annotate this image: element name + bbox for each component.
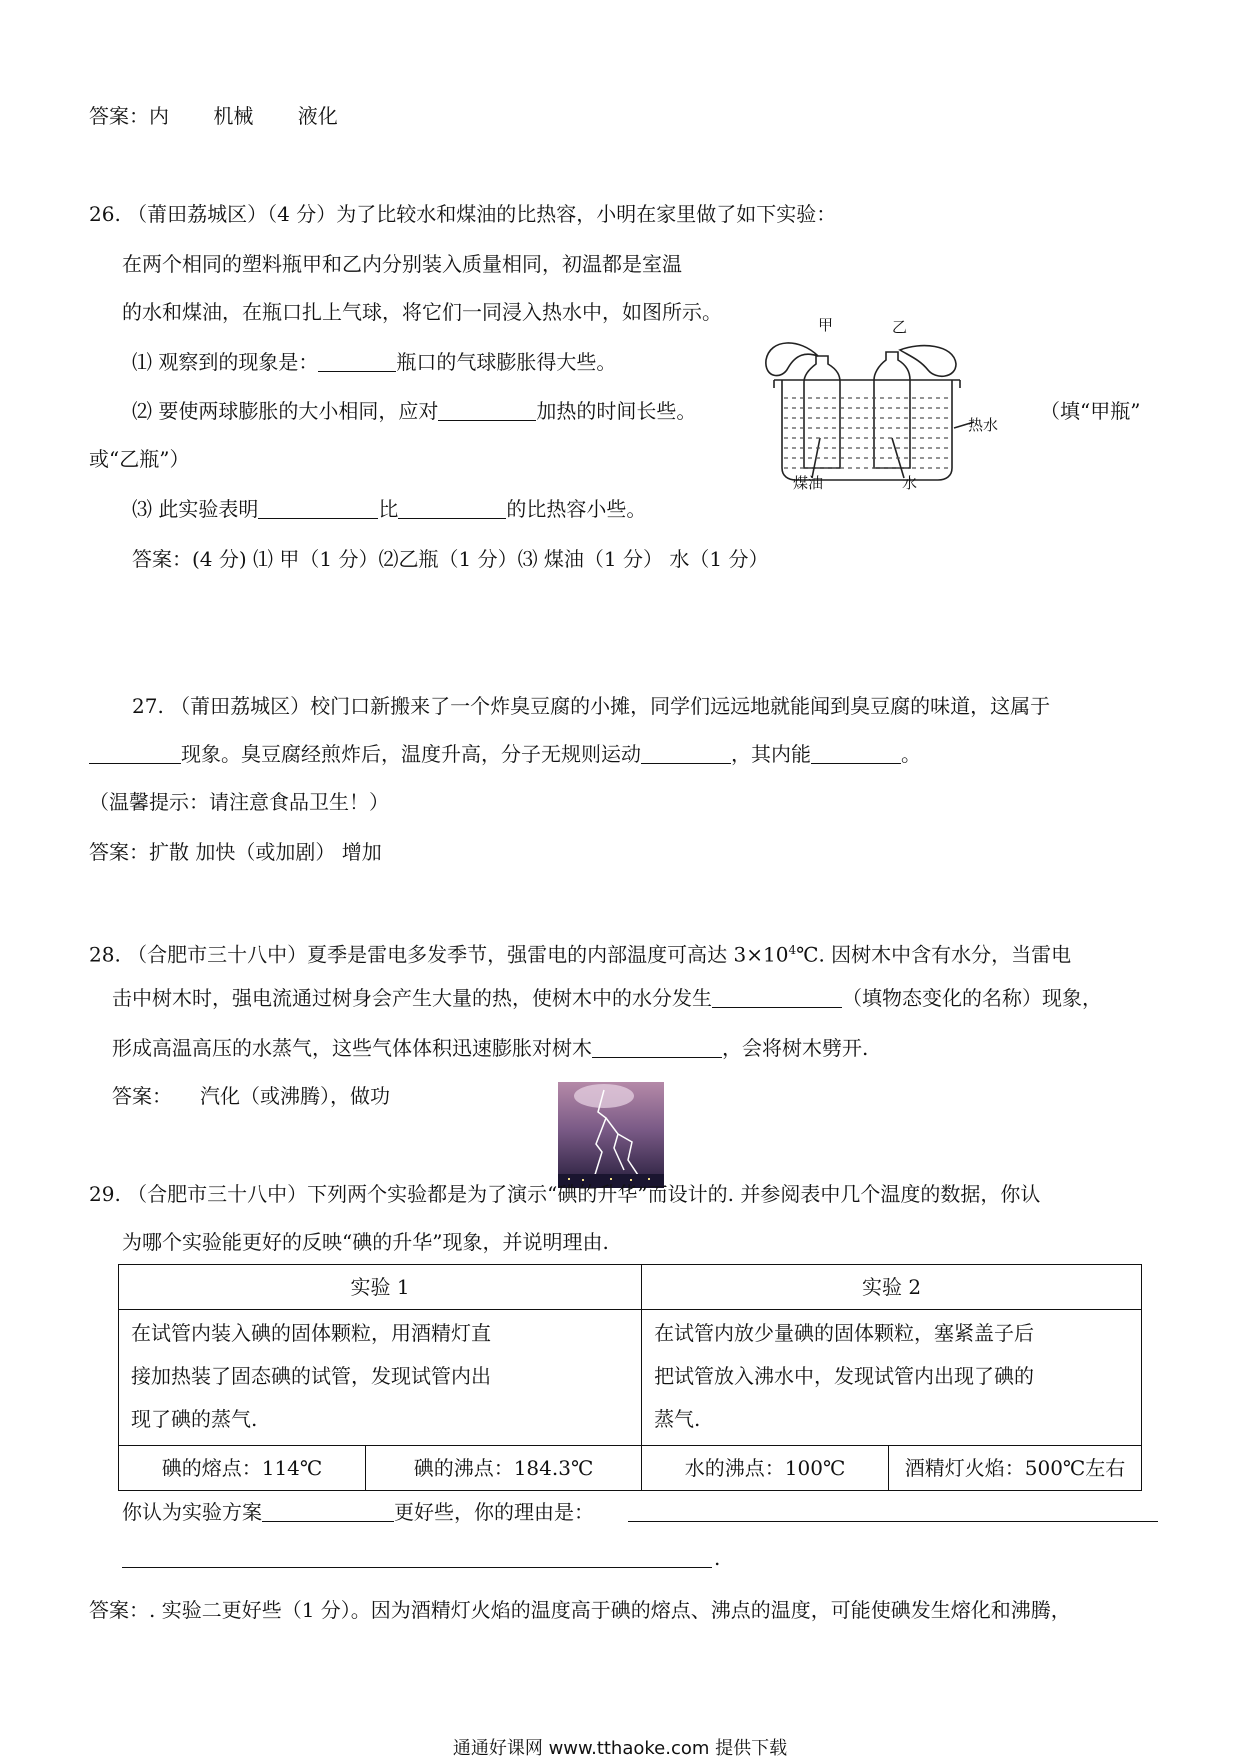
q26-answer: 答案：(4 分) ⑴ 甲（1 分）⑵乙瓶（1 分）⑶ 煤油（1 分） 水（1 分） (132, 547, 769, 571)
table-cell-exp2: 在试管内放少量碘的固体颗粒，塞紧盖子后 把试管放入沸水中，发现试管内出现了碘的 蒸气. (642, 1310, 1142, 1446)
table-header-row (119, 1265, 1142, 1310)
figure-label-jia: 甲 (818, 316, 834, 334)
page-footer: 通通好课网 www.tthaoke.com 提供下载 (452, 1738, 788, 1759)
q27-stem: 27. （莆田荔城区）校门口新搬来了一个炸臭豆腐的小摊，同学们远远地就能闻到臭豆腐的味道，这属于 (132, 694, 1051, 718)
q28-stem: 28. （合肥市三十八中）夏季是雷电多发季节，强雷电的内部温度可高达 $3\times 10^4℃$. 因树木中含有水分，当雷电 (89, 942, 1072, 967)
figure-label-kerosene: 煤油 (793, 474, 824, 492)
q26-part-2: ⑵ 要使两球膨胀的大小相同，应对 加热的时间长些。 (132, 399, 697, 423)
table-row (119, 1310, 1142, 1446)
table-header-exp2: 实验 2 (642, 1265, 1142, 1310)
lightning-photo (558, 1082, 664, 1188)
table-row (119, 1446, 1142, 1491)
answer-blank[interactable] (258, 498, 378, 519)
answer-blank[interactable] (712, 987, 842, 1008)
answer-blank[interactable] (592, 1037, 722, 1058)
answer-blank[interactable] (438, 400, 536, 421)
q29-stem: 29. （合肥市三十八中）下列两个实验都是为了演示“碘的升华”而设计的. 并参阅表中几个温度的数据，你认 (89, 1182, 1041, 1206)
q26-fill-hint-2: 或“乙瓶”） (89, 447, 190, 471)
answer-blank[interactable] (641, 743, 731, 764)
q28-answer: 答案： 汽化（或沸腾），做功 (112, 1084, 390, 1108)
temp-iodine-boiling: 碘的沸点：184.3℃ (366, 1446, 642, 1491)
q26-part-3: ⑶ 此实验表明 比 的比热容小些。 (132, 497, 647, 521)
q26-desc-1: 在两个相同的塑料瓶甲和乙内分别装入质量相同，初温都是室温 (122, 252, 682, 276)
table-header-exp1: 实验 1 (119, 1265, 642, 1310)
answer-blank[interactable] (398, 498, 506, 519)
reason-line[interactable] (628, 1521, 1158, 1522)
q26-fill-hint-1: （填“甲瓶” (1040, 399, 1141, 423)
q29-question: 你认为实验方案 更好些，你的理由是： (122, 1500, 594, 1524)
answer-blank[interactable] (262, 1501, 394, 1522)
experiment-table (118, 1264, 1142, 1491)
answer-blank[interactable] (318, 351, 396, 372)
temp-alcohol-flame: 酒精灯火焰：500℃左右 (889, 1446, 1142, 1491)
top-answer: 答案：内 机械 液化 (89, 104, 338, 128)
reason-line[interactable] (122, 1567, 712, 1568)
q28-line-2: 击中树木时，强电流通过树身会产生大量的热，使树木中的水分发生 （填物态变化的名称）现象， (112, 986, 1102, 1010)
temp-iodine-melting: 碘的熔点：114℃ (119, 1446, 366, 1491)
q29-answer: 答案：. 实验二更好些（1 分）。因为酒精灯火焰的温度高于碘的熔点、沸点的温度，可能使碘发生熔化和沸腾， (89, 1598, 1071, 1622)
q26-desc-2: 的水和煤油，在瓶口扎上气球，将它们一同浸入热水中，如图所示。 (122, 300, 722, 324)
q27-tip: （温馨提示：请注意食品卫生！） (89, 790, 389, 814)
q26-stem: 26. （莆田荔城区）（4 分）为了比较水和煤油的比热容，小明在家里做了如下实验： (89, 202, 837, 226)
temp-water-boiling: 水的沸点：100℃ (642, 1446, 889, 1491)
q29-stem-2: 为哪个实验能更好的反映“碘的升华”现象，并说明理由. (122, 1230, 609, 1254)
q28-line-3: 形成高温高压的水蒸气，这些气体体积迅速膨胀对树木 ，会将树木劈开. (112, 1036, 869, 1060)
figure-label-yi: 乙 (892, 318, 908, 336)
reason-end-dot: . (714, 1546, 721, 1570)
answer-blank[interactable] (811, 743, 901, 764)
q27-line-2: 现象。臭豆腐经煎炸后，温度升高，分子无规则运动 ，其内能 。 (89, 740, 921, 768)
bottle-experiment-figure (760, 318, 980, 490)
answer-blank[interactable] (89, 743, 181, 764)
q26-part-1: ⑴ 观察到的现象是： 瓶口的气球膨胀得大些。 (132, 350, 617, 374)
figure-label-water: 水 (902, 474, 918, 492)
q27-answer: 答案：扩散 加快（或加剧） 增加 (89, 840, 382, 864)
figure-label-hot-water: 热水 (968, 416, 999, 434)
table-cell-exp1: 在试管内装入碘的固体颗粒，用酒精灯直 接加热装了固态碘的试管，发现试管内出 现了碘的蒸气. (119, 1310, 642, 1446)
